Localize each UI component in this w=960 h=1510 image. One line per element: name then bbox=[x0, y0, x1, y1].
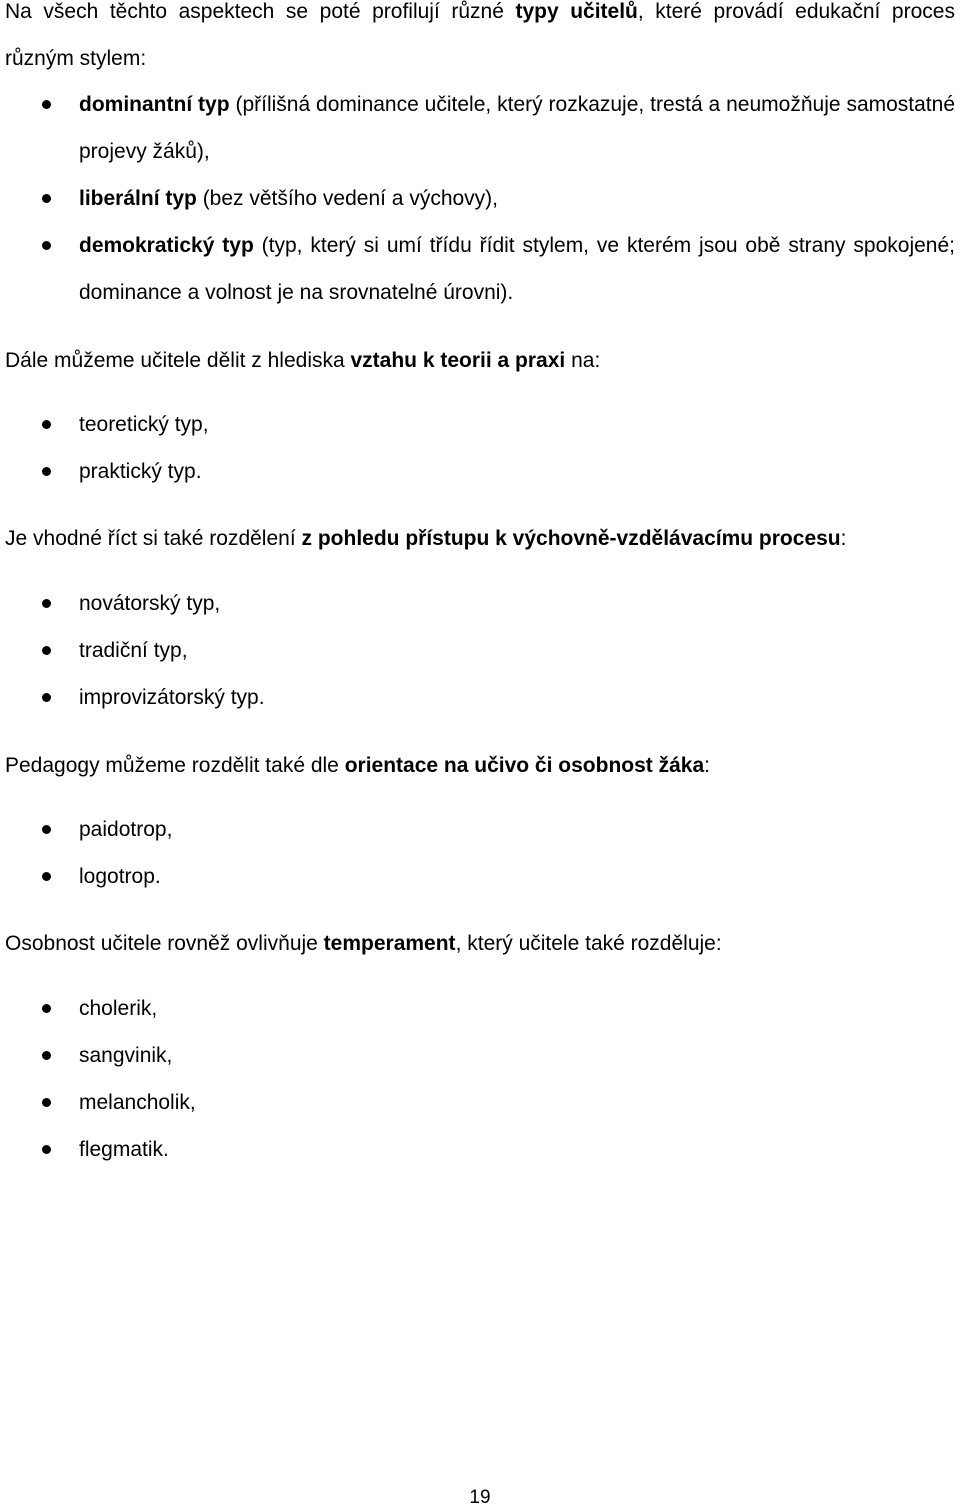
bullet-icon bbox=[42, 1145, 51, 1154]
list-item bbox=[0, 175, 960, 222]
list-item bbox=[0, 401, 960, 448]
temperament-text-before: Osobnost učitele rovněž ovlivňuje bbox=[5, 932, 324, 955]
list-item bbox=[0, 580, 960, 627]
orientation-text-before: Pedagogy můžeme rozdělit také dle bbox=[5, 754, 345, 777]
list-item bbox=[0, 853, 960, 900]
list-item-text: (přílišná dominance učitele, který rozkazuje, trestá a neumožňuje samostatné projevy žáků), bbox=[79, 93, 955, 163]
approach-text-before: Je vhodné říct si také rozdělení bbox=[5, 527, 302, 550]
approach-text-after: : bbox=[840, 527, 847, 550]
bullet-icon bbox=[42, 599, 51, 608]
list-item-text: praktický typ. bbox=[79, 460, 202, 483]
list-item-bold: demokratický typ bbox=[79, 234, 254, 257]
intro-text-after: , které provádí edukační proces různým stylem: bbox=[5, 0, 955, 70]
temperament-text-after: , který učitele také rozděluje: bbox=[455, 932, 722, 955]
list-item-text: sangvinik, bbox=[79, 1044, 173, 1067]
list-item-text: tradiční typ, bbox=[79, 639, 188, 662]
approach-types-list bbox=[0, 580, 960, 721]
list-item bbox=[0, 806, 960, 853]
orientation-text-bold: orientace na učivo či osobnost žáka bbox=[344, 754, 705, 777]
orientation-paragraph bbox=[5, 742, 955, 789]
bullet-icon bbox=[42, 467, 51, 476]
temperament-text-bold: temperament bbox=[323, 932, 456, 955]
list-item-text: improvizátorský typ. bbox=[79, 686, 265, 709]
bullet-icon bbox=[42, 1004, 51, 1013]
teacher-styles-list bbox=[0, 81, 960, 316]
list-item-text: (bez většího vedení a výchovy), bbox=[196, 187, 499, 210]
temperament-types-list bbox=[0, 985, 960, 1173]
temperament-paragraph bbox=[5, 920, 955, 967]
list-item bbox=[0, 222, 960, 316]
approach-paragraph bbox=[5, 515, 955, 562]
list-item-text: paidotrop, bbox=[79, 818, 173, 841]
list-item-text: cholerik, bbox=[79, 997, 158, 1020]
theory-types-list bbox=[0, 401, 960, 495]
theory-text-before: Dále můžeme učitele dělit z hlediska bbox=[5, 349, 351, 372]
bullet-icon bbox=[42, 693, 51, 702]
list-item bbox=[0, 627, 960, 674]
list-item-bold: dominantní typ bbox=[79, 93, 230, 116]
theory-text-after: na: bbox=[565, 349, 601, 372]
bullet-icon bbox=[42, 825, 51, 834]
intro-paragraph bbox=[5, 0, 955, 82]
list-item bbox=[0, 1032, 960, 1079]
bullet-icon bbox=[42, 420, 51, 429]
orientation-types-list bbox=[0, 806, 960, 900]
orientation-text-after: : bbox=[704, 754, 710, 777]
theory-paragraph bbox=[5, 337, 955, 384]
page-number: 19 bbox=[469, 1487, 491, 1508]
list-item bbox=[0, 1079, 960, 1126]
approach-text-bold: z pohledu přístupu k výchovně-vzdělávacímu procesu bbox=[301, 527, 841, 550]
list-item bbox=[0, 81, 960, 175]
intro-text-bold: typy učitelů bbox=[515, 0, 638, 23]
bullet-icon bbox=[42, 241, 51, 250]
theory-text-bold: vztahu k teorii a praxi bbox=[350, 349, 566, 372]
bullet-icon bbox=[42, 1098, 51, 1107]
list-item bbox=[0, 448, 960, 495]
list-item-text: logotrop. bbox=[79, 865, 161, 888]
list-item-text: novátorský typ, bbox=[79, 592, 221, 615]
list-item-bold: liberální typ bbox=[79, 187, 197, 210]
bullet-icon bbox=[42, 100, 51, 109]
list-item bbox=[0, 985, 960, 1032]
bullet-icon bbox=[42, 872, 51, 881]
list-item bbox=[0, 674, 960, 721]
bullet-icon bbox=[42, 194, 51, 203]
list-item-text: teoretický typ, bbox=[79, 413, 209, 436]
list-item-text: (typ, který si umí třídu řídit stylem, ve kterém jsou obě strany spokojené; dominance a volnost je na srovnatelné úrovni). bbox=[79, 234, 955, 304]
intro-text-before: Na všech těchto aspektech se poté profilují různé bbox=[5, 0, 516, 23]
bullet-icon bbox=[42, 646, 51, 655]
list-item bbox=[0, 1126, 960, 1173]
list-item-text: melancholik, bbox=[79, 1091, 196, 1114]
bullet-icon bbox=[42, 1051, 51, 1060]
list-item-text: flegmatik. bbox=[79, 1138, 169, 1161]
